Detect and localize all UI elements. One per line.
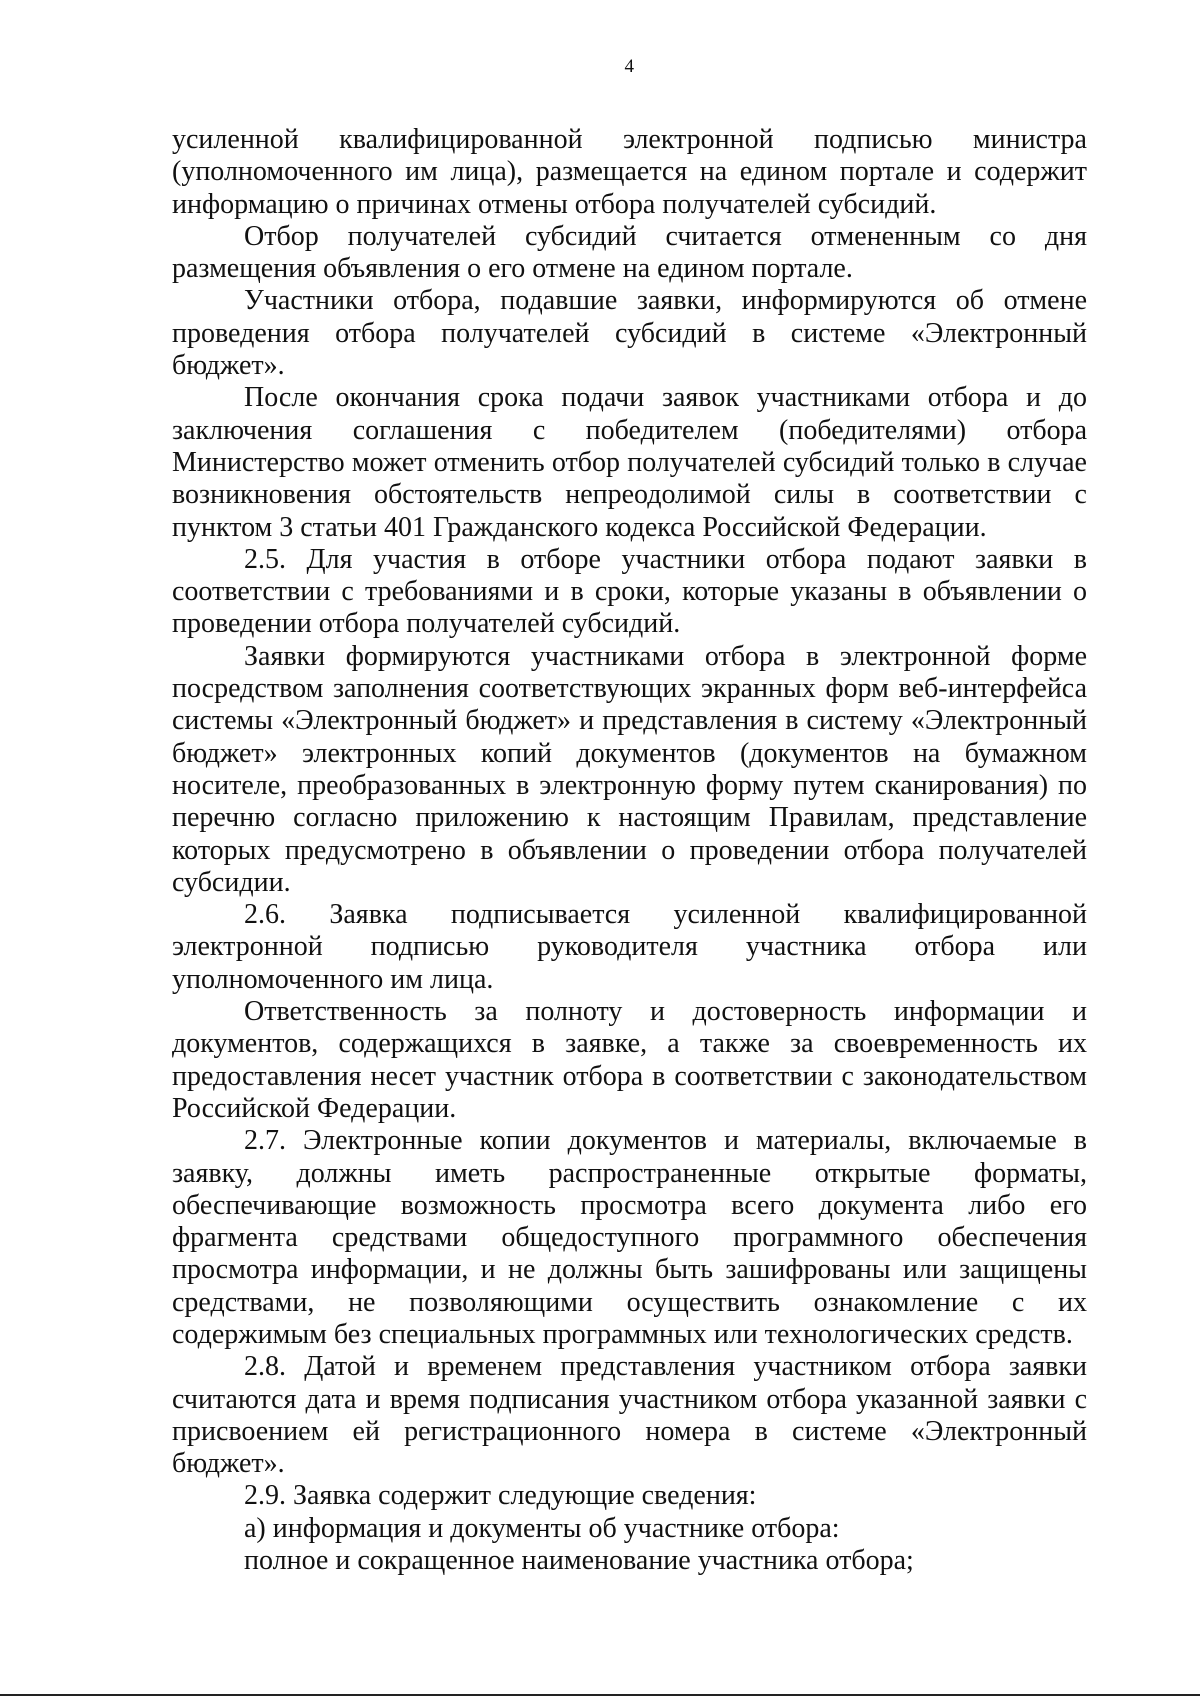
bottom-divider — [0, 1694, 1200, 1696]
paragraph: 2.6. Заявка подписывается усиленной квалифицированной электронной подписью руководителя участника отбора или уполномоченного им лица. — [172, 899, 1087, 995]
paragraph: 2.5. Для участия в отборе участники отбора подают заявки в соответствии с требованиями и в сроки, которые указаны в объявлении о проведении отбора получателей субсидий. — [172, 543, 1087, 640]
paragraph: Участники отбора, подавшие заявки, информируются об отмене проведения отбора получателей субсидий в системе «Электронный бюджет». — [172, 285, 1087, 382]
paragraph: Отбор получателей субсидий считается отмененным со дня размещения объявления о его отмене на едином портале. — [172, 220, 1087, 285]
document-body — [172, 124, 1087, 1577]
paragraph: усиленной квалифицированной электронной подписью министра (уполномоченного им лица), размещается на едином портале и содержит информацию о причинах отмены отбора получателей субсидий. — [172, 124, 1087, 220]
paragraph: 2.9. Заявка содержит следующие сведения: — [244, 1480, 757, 1512]
paragraph: а) информация и документы об участнике отбора: — [244, 1512, 840, 1544]
paragraph: После окончания срока подачи заявок участниками отбора и до заключения соглашения с победителем (победителями) отбора Министерство может отменить отбор получателей субсидий только в случае возникновения обстоятельств непреодолимой силы в соответствии с пунктом 3 статьи 401 Гражданского кодекса Российской Федерации. — [172, 382, 1087, 543]
page-number: 4 — [624, 56, 635, 77]
paragraph: полное и сокращенное наименование участника отбора; — [244, 1545, 914, 1577]
paragraph: Ответственность за полноту и достоверность информации и документов, содержащихся в заявке, а также за своевременность их предоставления несет участник отбора в соответствии с законодательством Российской Федерации. — [172, 996, 1087, 1124]
paragraph: Заявки формируются участниками отбора в электронной форме посредством заполнения соответствующих экранных форм веб-интерфейса системы «Электронный бюджет» и представления в систему «Электронный бюджет» электронных копий документов (документов на бумажном носителе, преобразованных в электронную форму путем сканирования) по перечню согласно приложению к настоящим Правилам, представление которых предусмотрено в объявлении о проведении отбора получателей субсидии. — [172, 640, 1087, 898]
paragraph: 2.8. Датой и временем представления участником отбора заявки считаются дата и время подписания участником отбора указанной заявки с присвоением ей регистрационного номера в системе «Электронный бюджет». — [172, 1351, 1087, 1480]
paragraph: 2.7. Электронные копии документов и материалы, включаемые в заявку, должны иметь распространенные открытые форматы, обеспечивающие возможность просмотра всего документа либо его фрагмента средствами общедоступного программного обеспечения просмотра информации, и не должны быть зашифрованы или защищены средствами, не позволяющими осуществить ознакомление с их содержимым без специальных программных или технологических средств. — [172, 1125, 1087, 1350]
